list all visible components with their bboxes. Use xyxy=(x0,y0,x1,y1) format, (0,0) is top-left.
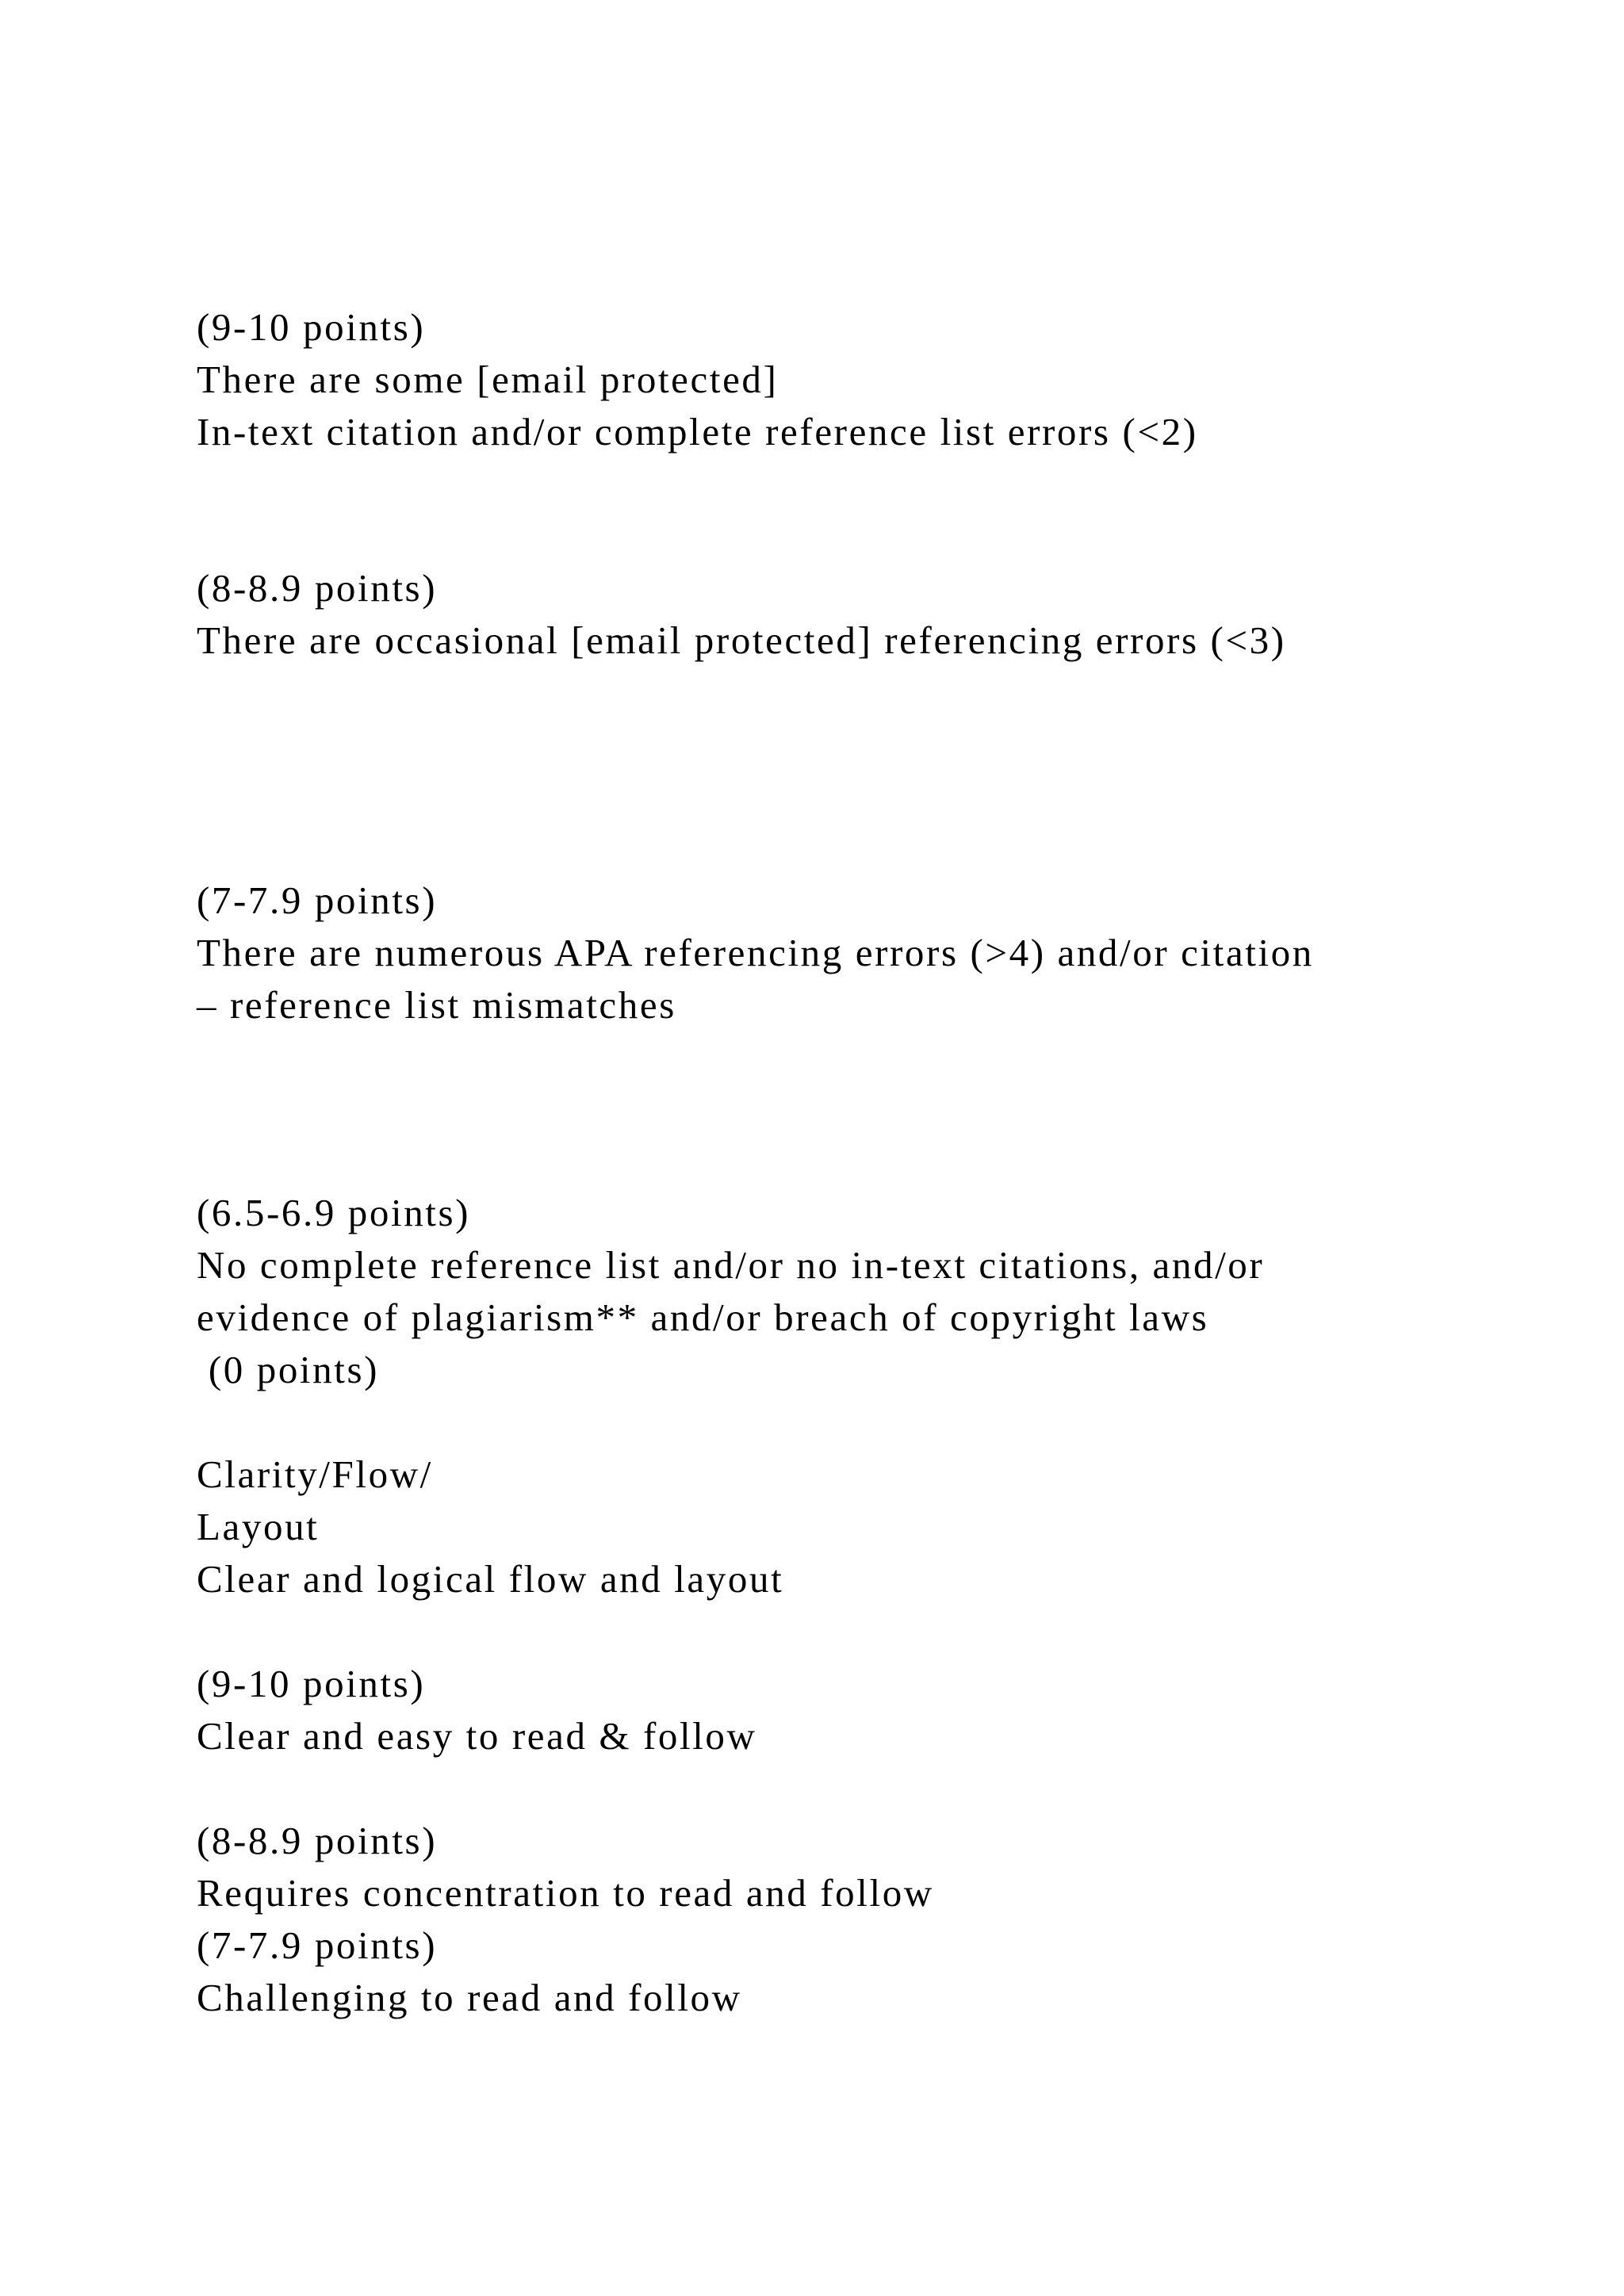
text-line: There are occasional [email protected] referencing errors (<3) xyxy=(197,618,1286,662)
text-line: evidence of plagiarism** and/or breach of copyright laws xyxy=(197,1295,1209,1339)
text-line: No complete reference list and/or no in-text citations, and/or xyxy=(197,1243,1265,1287)
score-band-9-10: (9-10 points) xyxy=(197,1662,426,1705)
score-band-7-7.9: (7-7.9 points) xyxy=(197,878,438,922)
text-line: In-text citation and/or complete reference list errors (<2) xyxy=(197,410,1198,453)
score-band-0: (0 points) xyxy=(197,1348,380,1391)
score-band-9-10: (9-10 points) xyxy=(197,305,426,349)
score-band-8-8.9: (8-8.9 points) xyxy=(197,1819,438,1862)
text-line: Challenging to read and follow xyxy=(197,1976,742,2019)
text-line: There are some [email protected] xyxy=(197,358,779,401)
score-band-7-7.9: (7-7.9 points) xyxy=(197,1923,438,1967)
text-line: – reference list mismatches xyxy=(197,983,676,1027)
criterion-heading: Clarity/Flow/ xyxy=(197,1452,433,1496)
score-band-6.5-6.9: (6.5-6.9 points) xyxy=(197,1191,471,1234)
text-line: Requires concentration to read and follow xyxy=(197,1871,934,1915)
criterion-heading: Layout xyxy=(197,1505,320,1548)
criterion-description: Clear and logical flow and layout xyxy=(197,1557,784,1601)
text-line: There are numerous APA referencing errors (>4) and/or citation xyxy=(197,931,1314,974)
text-line: Clear and easy to read & follow xyxy=(197,1714,757,1758)
score-band-8-8.9: (8-8.9 points) xyxy=(197,566,438,610)
